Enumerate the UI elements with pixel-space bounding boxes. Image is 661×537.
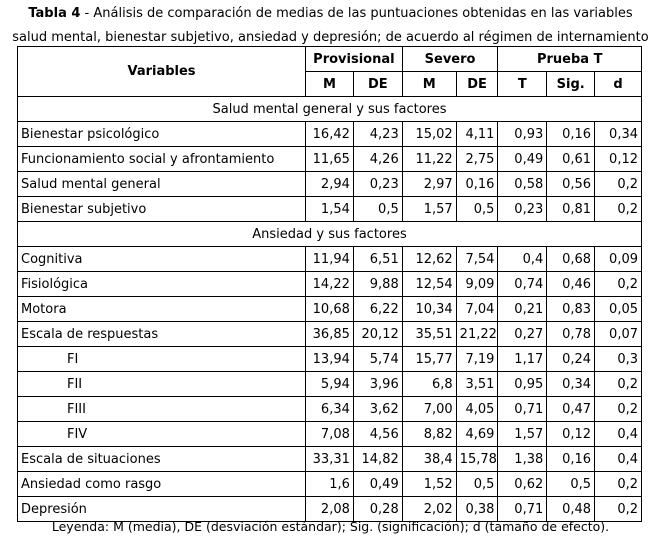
row-label: Escala de respuestas (18, 322, 306, 347)
cell-sig: 0,16 (547, 122, 595, 147)
cell-m2: 6,8 (402, 372, 456, 397)
cell-de1: 14,82 (353, 447, 402, 472)
cell-de2: 0,38 (456, 497, 498, 522)
cell-m2: 7,00 (402, 397, 456, 422)
cell-m1: 5,94 (306, 372, 354, 397)
cell-m2: 1,52 (402, 472, 456, 497)
cell-d: 0,2 (595, 172, 642, 197)
table-row (18, 347, 642, 372)
cell-m1: 10,68 (306, 297, 354, 322)
header-de-severo: DE (456, 72, 498, 97)
cell-d: 0,2 (595, 272, 642, 297)
cell-m2: 2,02 (402, 497, 456, 522)
cell-de1: 4,23 (353, 122, 402, 147)
caption-text-1: - Análisis de comparación de medias de las puntuaciones obtenidas en las variables (80, 6, 633, 21)
table-row (18, 272, 642, 297)
cell-m2: 15,77 (402, 347, 456, 372)
cell-de1: 5,74 (353, 347, 402, 372)
cell-de2: 4,11 (456, 122, 498, 147)
cell-t: 1,17 (498, 347, 547, 372)
header-row-1 (18, 47, 642, 72)
cell-sig: 0,16 (547, 447, 595, 472)
cell-de1: 0,5 (353, 197, 402, 222)
cell-d: 0,2 (595, 497, 642, 522)
section-title: Ansiedad y sus factores (18, 222, 642, 247)
row-label: Cognitiva (18, 247, 306, 272)
row-label: FII (18, 372, 306, 397)
cell-de1: 4,26 (353, 147, 402, 172)
results-table (17, 46, 642, 522)
row-label: Bienestar psicológico (18, 122, 306, 147)
header-m-provisional: M (306, 72, 354, 97)
cell-m1: 36,85 (306, 322, 354, 347)
cell-d: 0,4 (595, 422, 642, 447)
cell-d: 0,34 (595, 122, 642, 147)
cell-de1: 6,22 (353, 297, 402, 322)
cell-sig: 0,56 (547, 172, 595, 197)
cell-sig: 0,83 (547, 297, 595, 322)
table-row (18, 297, 642, 322)
header-provisional: Provisional (306, 47, 403, 72)
cell-de1: 0,28 (353, 497, 402, 522)
cell-de2: 15,78 (456, 447, 498, 472)
cell-d: 0,4 (595, 447, 642, 472)
cell-m1: 6,34 (306, 397, 354, 422)
row-label: Funcionamiento social y afrontamiento (18, 147, 306, 172)
cell-m1: 2,08 (306, 497, 354, 522)
cell-sig: 0,68 (547, 247, 595, 272)
table-row (18, 397, 642, 422)
header-de-provisional: DE (353, 72, 402, 97)
cell-t: 0,95 (498, 372, 547, 397)
cell-m2: 12,62 (402, 247, 456, 272)
row-label: Depresión (18, 497, 306, 522)
cell-m1: 13,94 (306, 347, 354, 372)
cell-t: 0,74 (498, 272, 547, 297)
table-row (18, 372, 642, 397)
table-row (18, 322, 642, 347)
cell-de1: 4,56 (353, 422, 402, 447)
cell-m1: 11,94 (306, 247, 354, 272)
table-row (18, 422, 642, 447)
cell-m2: 10,34 (402, 297, 456, 322)
cell-de2: 21,22 (456, 322, 498, 347)
row-label: FIII (18, 397, 306, 422)
row-label: Bienestar subjetivo (18, 197, 306, 222)
cell-m2: 12,54 (402, 272, 456, 297)
cell-m1: 33,31 (306, 447, 354, 472)
cell-de2: 4,69 (456, 422, 498, 447)
cell-de1: 6,51 (353, 247, 402, 272)
cell-m1: 2,94 (306, 172, 354, 197)
caption-line-1 (0, 2, 661, 26)
cell-t: 0,93 (498, 122, 547, 147)
cell-de1: 0,49 (353, 472, 402, 497)
section-row (18, 222, 642, 247)
cell-de2: 0,5 (456, 197, 498, 222)
cell-m2: 15,02 (402, 122, 456, 147)
cell-m2: 1,57 (402, 197, 456, 222)
cell-de1: 9,88 (353, 272, 402, 297)
cell-sig: 0,12 (547, 422, 595, 447)
cell-de2: 4,05 (456, 397, 498, 422)
cell-t: 0,71 (498, 397, 547, 422)
cell-t: 0,71 (498, 497, 547, 522)
cell-d: 0,07 (595, 322, 642, 347)
table-row (18, 447, 642, 472)
cell-de2: 3,51 (456, 372, 498, 397)
cell-de2: 9,09 (456, 272, 498, 297)
cell-d: 0,05 (595, 297, 642, 322)
cell-m2: 38,4 (402, 447, 456, 472)
cell-sig: 0,78 (547, 322, 595, 347)
cell-t: 0,49 (498, 147, 547, 172)
cell-m1: 16,42 (306, 122, 354, 147)
cell-t: 1,38 (498, 447, 547, 472)
cell-sig: 0,5 (547, 472, 595, 497)
header-variables: Variables (18, 47, 306, 97)
cell-m2: 8,82 (402, 422, 456, 447)
cell-de2: 7,19 (456, 347, 498, 372)
cell-de2: 7,54 (456, 247, 498, 272)
table-row (18, 122, 642, 147)
cell-d: 0,3 (595, 347, 642, 372)
row-label: FI (18, 347, 306, 372)
cell-d: 0,2 (595, 472, 642, 497)
cell-m2: 35,51 (402, 322, 456, 347)
header-t: T (498, 72, 547, 97)
section-title: Salud mental general y sus factores (18, 97, 642, 122)
header-d: d (595, 72, 642, 97)
cell-t: 0,21 (498, 297, 547, 322)
cell-sig: 0,24 (547, 347, 595, 372)
cell-de2: 0,5 (456, 472, 498, 497)
row-label: Salud mental general (18, 172, 306, 197)
caption-label: Tabla 4 (28, 6, 81, 21)
cell-d: 0,2 (595, 397, 642, 422)
cell-m1: 14,22 (306, 272, 354, 297)
row-label: Motora (18, 297, 306, 322)
cell-d: 0,2 (595, 197, 642, 222)
cell-t: 0,27 (498, 322, 547, 347)
table-row (18, 172, 642, 197)
cell-de1: 3,62 (353, 397, 402, 422)
cell-de1: 3,96 (353, 372, 402, 397)
table-row (18, 247, 642, 272)
cell-sig: 0,47 (547, 397, 595, 422)
cell-d: 0,2 (595, 372, 642, 397)
cell-t: 0,23 (498, 197, 547, 222)
cell-sig: 0,46 (547, 272, 595, 297)
header-m-severo: M (402, 72, 456, 97)
cell-m1: 11,65 (306, 147, 354, 172)
table-row (18, 197, 642, 222)
table-caption (0, 2, 661, 50)
cell-sig: 0,81 (547, 197, 595, 222)
cell-sig: 0,48 (547, 497, 595, 522)
row-label: Ansiedad como rasgo (18, 472, 306, 497)
row-label: Escala de situaciones (18, 447, 306, 472)
table-body (18, 97, 642, 522)
cell-t: 0,4 (498, 247, 547, 272)
section-row (18, 97, 642, 122)
cell-m1: 1,6 (306, 472, 354, 497)
cell-t: 0,62 (498, 472, 547, 497)
caption-line-2: salud mental, bienestar subjetivo, ansiedad y depresión; de acuerdo al régimen de internamiento (12, 30, 649, 45)
cell-m2: 2,97 (402, 172, 456, 197)
header-severo: Severo (402, 47, 498, 72)
cell-sig: 0,34 (547, 372, 595, 397)
cell-t: 0,58 (498, 172, 547, 197)
row-label: FIV (18, 422, 306, 447)
cell-d: 0,09 (595, 247, 642, 272)
cell-d: 0,12 (595, 147, 642, 172)
table-row (18, 472, 642, 497)
table-legend: Leyenda: M (media), DE (desviación estándar); Sig. (significación); d (tamaño de efecto). (51, 519, 610, 534)
header-prueba-t: Prueba T (498, 47, 642, 72)
cell-de1: 20,12 (353, 322, 402, 347)
cell-t: 1,57 (498, 422, 547, 447)
cell-de2: 0,16 (456, 172, 498, 197)
cell-de1: 0,23 (353, 172, 402, 197)
cell-de2: 7,04 (456, 297, 498, 322)
row-label: Fisiológica (18, 272, 306, 297)
table-row (18, 147, 642, 172)
cell-m1: 1,54 (306, 197, 354, 222)
header-sig: Sig. (547, 72, 595, 97)
cell-m2: 11,22 (402, 147, 456, 172)
cell-de2: 2,75 (456, 147, 498, 172)
cell-m1: 7,08 (306, 422, 354, 447)
cell-sig: 0,61 (547, 147, 595, 172)
